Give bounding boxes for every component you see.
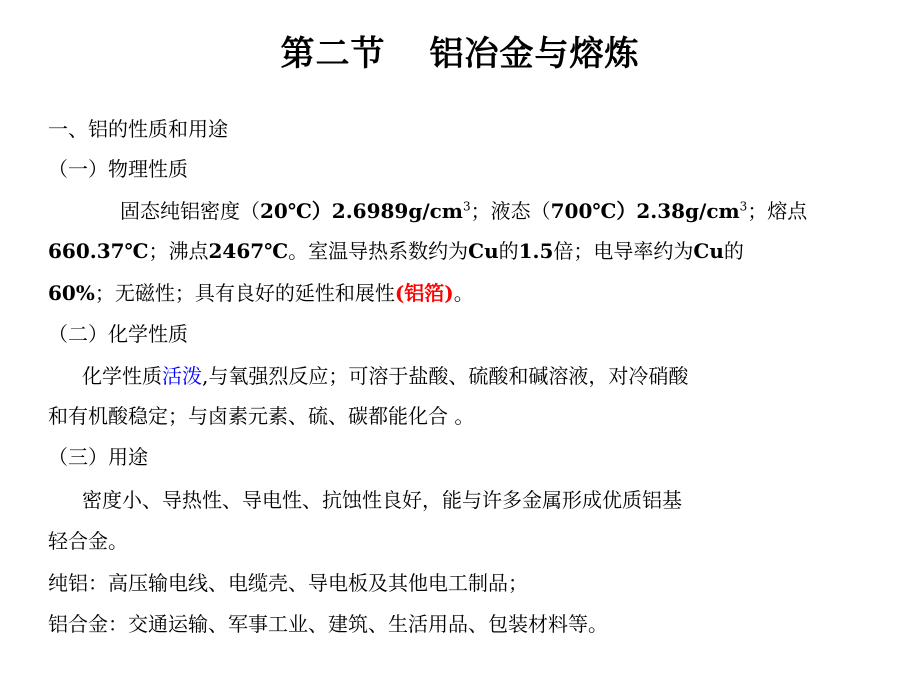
heading-properties-uses: 一、铝的性质和用途	[48, 117, 228, 141]
section-number: 第二节	[280, 34, 386, 74]
heading-uses: （三）用途	[48, 445, 148, 469]
heading-physical-properties: （一）物理性质	[48, 157, 188, 181]
chemical-line-1: 化学性质活泼,与氧强烈反应；可溶于盐酸、硫酸和碱溶液，对冷硝酸	[82, 364, 689, 388]
pure-aluminum-uses: 纯铝：高压输电线、电缆壳、导电板及其他电工制品；	[48, 571, 528, 595]
page-title	[0, 28, 920, 80]
aluminum-foil-highlight: (铝箔)	[394, 281, 454, 305]
chemical-line-2: 和有机酸稳定；与卤素元素、硫、碳都能化合 。	[48, 404, 475, 428]
uses-line-2: 轻合金。	[48, 529, 128, 553]
physical-line-3: 60%；无磁性；具有良好的延性和展性(铝箔)。	[48, 281, 474, 305]
aluminum-alloy-uses: 铝合金：交通运输、军事工业、建筑、生活用品、包装材料等。	[48, 612, 608, 636]
physical-line-1: 固态纯铝密度$(20℃)2.6989g/cm^3$；液态$(700℃)2.38g/cm^3$；熔点	[120, 199, 808, 223]
heading-chemical-properties: （二）化学性质	[48, 322, 188, 346]
uses-line-1: 密度小、导热性、导电性、抗蚀性良好，能与许多金属形成优质铝基	[82, 488, 682, 512]
physical-line-2: 660.37℃；沸点2467℃。室温导热系数约为Cu的1.5倍；电导率约为Cu的	[48, 239, 744, 263]
section-title: 铝冶金与熔炼	[429, 34, 640, 74]
active-highlight: 活泼	[162, 364, 202, 388]
